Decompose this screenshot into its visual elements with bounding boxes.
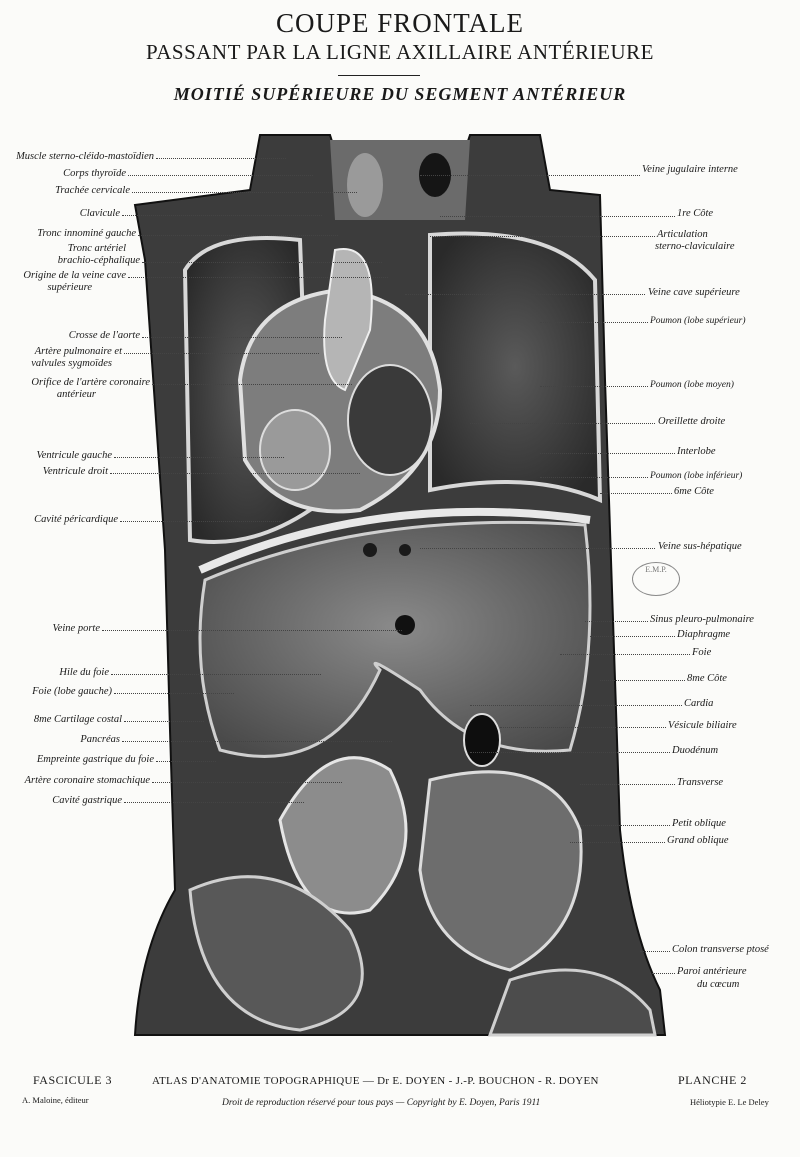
leader-line bbox=[124, 721, 204, 722]
leader-line bbox=[580, 784, 675, 785]
leader-line bbox=[430, 236, 655, 237]
label-diaphragme: Diaphragme bbox=[677, 629, 731, 640]
trachea bbox=[347, 153, 383, 217]
label-du-coecum: du cœcum bbox=[697, 979, 740, 990]
label-ventricule-droit: Ventricule droit bbox=[42, 466, 108, 477]
label-clavicule: Clavicule bbox=[79, 208, 120, 219]
label-petit-oblique: Petit oblique bbox=[672, 818, 726, 829]
leader-line bbox=[102, 630, 402, 631]
label-pancreas: Pancréas bbox=[80, 734, 120, 745]
label-grand-oblique: Grand oblique bbox=[667, 835, 729, 846]
leader-line bbox=[470, 705, 682, 706]
editor-credit: A. Maloine, éditeur bbox=[22, 1095, 89, 1105]
label-crosse-aorte: Crosse de l'aorte bbox=[68, 330, 140, 341]
page-title: COUPE FRONTALE bbox=[275, 8, 525, 38]
label-articulation: Articulation bbox=[657, 229, 708, 240]
leader-line bbox=[470, 752, 670, 753]
right-lung bbox=[430, 233, 600, 500]
leader-line bbox=[540, 322, 648, 323]
leader-line bbox=[580, 825, 670, 826]
printer-credit: Héliotypie E. Le Deley bbox=[690, 1097, 769, 1107]
gallbladder bbox=[464, 714, 500, 766]
label-superieure: supérieure bbox=[47, 282, 92, 293]
leader-line bbox=[470, 423, 655, 424]
label-cartilage-costal: 8me Cartilage costal bbox=[33, 714, 122, 725]
leader-line bbox=[152, 384, 352, 385]
title-divider bbox=[338, 75, 420, 76]
label-tronc-arteriel: Tronc artériel bbox=[67, 243, 126, 254]
leader-line bbox=[650, 973, 675, 974]
leader-line bbox=[590, 636, 675, 637]
label-vesicule-biliaire: Vésicule biliaire bbox=[668, 720, 737, 731]
leader-line bbox=[111, 674, 321, 675]
label-sterno-claviculaire: sterno-claviculaire bbox=[655, 241, 735, 252]
leader-line bbox=[114, 457, 284, 458]
copyright-notice: Droit de reproduction réservé pour tous pays — Copyright by E. Doyen, Paris 1911 bbox=[222, 1098, 541, 1108]
label-poumon-lobe-inferieur: Poumon (lobe inférieur) bbox=[650, 471, 743, 481]
left-ventricle bbox=[260, 410, 330, 490]
leader-line bbox=[142, 337, 342, 338]
label-artere-pulmonaire: Artère pulmonaire et bbox=[34, 346, 122, 357]
leader-line bbox=[156, 158, 286, 159]
label-duodenum: Duodénum bbox=[672, 745, 719, 756]
leader-line bbox=[540, 386, 648, 387]
label-sinus-pleuro-pulmonaire: Sinus pleuro-pulmonaire bbox=[650, 614, 754, 625]
fascicule-label: FASCICULE 3 bbox=[33, 1073, 112, 1087]
leader-line bbox=[420, 548, 655, 549]
label-cavite-pericardique: Cavité péricardique bbox=[34, 514, 118, 525]
leader-line bbox=[122, 215, 322, 216]
hepatic-vein bbox=[363, 543, 377, 557]
anatomical-section-photo bbox=[130, 130, 670, 1040]
label-foie-lobe-gauche: Foie (lobe gauche) bbox=[32, 686, 112, 697]
leader-line bbox=[152, 782, 342, 783]
leader-line bbox=[440, 216, 675, 217]
leader-line bbox=[570, 842, 665, 843]
right-ventricle bbox=[348, 365, 432, 475]
label-veine-sus-hepatique: Veine sus-hépatique bbox=[658, 541, 742, 552]
portal-vein bbox=[395, 615, 415, 635]
leader-line bbox=[128, 175, 313, 176]
label-poumon-lobe-superieur: Poumon (lobe supérieur) bbox=[650, 316, 746, 326]
label-origine-veine-cave: Origine de la veine cave bbox=[23, 270, 126, 281]
label-sterno-cleido-mastoid: Muscle sterno-cléido-mastoïdien bbox=[16, 151, 154, 162]
leader-line bbox=[110, 473, 360, 474]
label-empreinte-gastrique: Empreinte gastrique du foie bbox=[36, 754, 154, 765]
label-poumon-lobe-moyen: Poumon (lobe moyen) bbox=[650, 380, 734, 390]
label-cavite-gastrique: Cavité gastrique bbox=[52, 795, 122, 806]
label-valvules-sygmoides: valvules sygmoïdes bbox=[31, 358, 112, 369]
leader-line bbox=[128, 277, 388, 278]
label-interlobe: Interlobe bbox=[677, 446, 716, 457]
label-oreillette-droite: Oreillette droite bbox=[658, 416, 726, 427]
leader-line bbox=[120, 521, 280, 522]
leader-line bbox=[600, 493, 672, 494]
leader-line bbox=[124, 353, 319, 354]
label-8me-cote: 8me Côte bbox=[687, 673, 727, 684]
leader-line bbox=[156, 761, 216, 762]
leader-line bbox=[138, 235, 338, 236]
label-colon-transverse-ptose: Colon transverse ptosé bbox=[672, 944, 769, 955]
leader-line bbox=[600, 680, 685, 681]
label-orifice-artere-coronaire: Orifice de l'artère coronaire bbox=[31, 377, 150, 388]
label-cardia: Cardia bbox=[684, 698, 714, 709]
hepatic-vein bbox=[399, 544, 411, 556]
label-veine-porte: Veine porte bbox=[52, 623, 100, 634]
label-anterieur: antérieur bbox=[56, 389, 96, 400]
planche-label: PLANCHE 2 bbox=[678, 1073, 747, 1087]
leader-line bbox=[540, 453, 675, 454]
page-caption: MOITIÉ SUPÉRIEURE DU SEGMENT ANTÉRIEUR bbox=[173, 84, 627, 104]
leader-line bbox=[560, 654, 690, 655]
label-1re-cote: 1re Côte bbox=[677, 208, 714, 219]
leader-line bbox=[540, 477, 648, 478]
label-trachee-cervicale: Trachée cervicale bbox=[55, 185, 130, 196]
label-6me-cote: 6me Côte bbox=[674, 486, 714, 497]
label-tronc-innomine-gauche: Tronc innominé gauche bbox=[37, 228, 136, 239]
leader-line bbox=[405, 294, 645, 295]
label-veine-cave-superieure: Veine cave supérieure bbox=[648, 287, 740, 298]
label-ventricule-gauche: Ventricule gauche bbox=[36, 450, 112, 461]
label-hile-du-foie: Hile du foie bbox=[59, 667, 109, 678]
leader-line bbox=[124, 802, 304, 803]
label-artere-coronaire-stomachique: Artère coronaire stomachique bbox=[24, 775, 150, 786]
leader-line bbox=[132, 192, 357, 193]
leader-line bbox=[420, 175, 640, 176]
leader-line bbox=[114, 693, 234, 694]
atlas-title: ATLAS D'ANATOMIE TOPOGRAPHIQUE — Dr E. DOYEN - J.-P. BOUCHON - R. DOYEN bbox=[152, 1075, 599, 1087]
label-brachio-cephalique: brachio-céphalique bbox=[57, 255, 140, 266]
page-subtitle: PASSANT PAR LA LIGNE AXILLAIRE ANTÉRIEURE bbox=[145, 40, 654, 64]
label-foie: Foie bbox=[692, 647, 712, 658]
library-stamp: E.M.P. bbox=[632, 562, 680, 596]
leader-line bbox=[640, 951, 670, 952]
label-transverse: Transverse bbox=[677, 777, 724, 788]
leader-line bbox=[122, 741, 392, 742]
label-paroi-anterieure: Paroi antérieure bbox=[677, 966, 747, 977]
leader-line bbox=[142, 262, 382, 263]
label-veine-jugulaire-interne: Veine jugulaire interne bbox=[642, 164, 738, 175]
leader-line bbox=[500, 727, 666, 728]
label-corps-thyroide: Corps thyroïde bbox=[63, 168, 126, 179]
leader-line bbox=[585, 621, 648, 622]
